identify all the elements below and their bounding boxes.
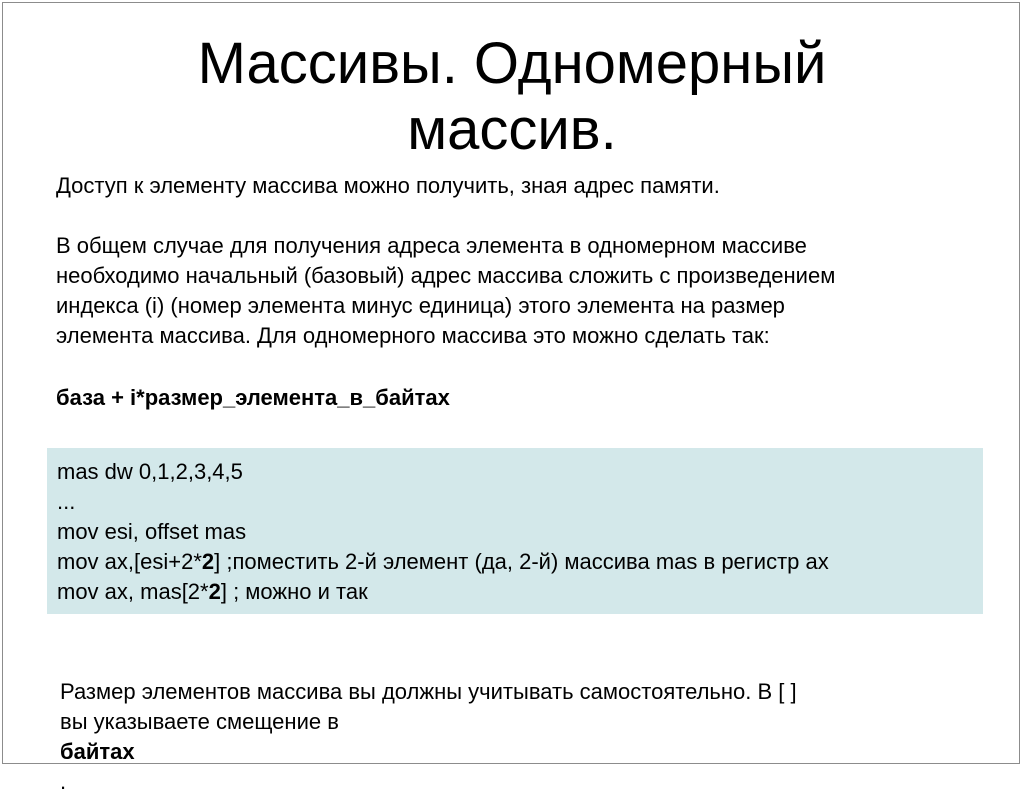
note-line-2-start: вы указываете смещение в — [60, 709, 339, 734]
code-line-1: mas dw 0,1,2,3,4,5 — [57, 459, 243, 484]
paragraph-address-calculation — [56, 231, 986, 351]
paragraph-line: В общем случае для получения адреса элемента в одномерном массиве — [56, 233, 807, 258]
address-formula: база + i*размер_элемента_в_байтах — [56, 385, 450, 410]
note-line-1: Размер элементов массива вы должны учитывать самостоятельно. В [ ] — [60, 679, 797, 704]
note-line-2-end: . — [60, 769, 67, 794]
code-line-4-start: mov ax,[esi+2* — [57, 549, 202, 574]
code-line-4-bold-index: 2 — [201, 549, 215, 574]
code-line-5-bold-index: 2 — [208, 579, 221, 604]
code-line-3: mov esi, offset mas — [57, 519, 247, 544]
slide-title-line-2: массив. — [407, 97, 617, 162]
code-line-2: ... — [57, 489, 76, 514]
slide — [2, 2, 1020, 794]
note-bold-bytes: байтах — [60, 739, 135, 764]
paragraph-line: необходимо начальный (базовый) адрес массива сложить с произведением — [56, 263, 836, 288]
code-line-4 — [57, 547, 983, 577]
code-line-4-end: ] ;поместить 2-й элемент (да, 2-й) массива mas в регистр ax — [214, 549, 829, 574]
paragraph-line: индекса (i) (номер элемента минус единица) этого элемента на размер — [56, 293, 785, 318]
paragraph-line: элемента массива. Для одномерного массива это можно сделать так: — [56, 323, 770, 348]
slide-title — [3, 31, 1021, 163]
slide-title-line-1: Массивы. Одномерный — [197, 31, 827, 96]
code-line-5 — [57, 577, 983, 607]
code-line-5-end: ] ; можно и так — [220, 579, 368, 604]
paragraph-memory-access: Доступ к элементу массива можно получить, зная адрес памяти. — [56, 173, 720, 198]
note-offset-in-bytes — [60, 677, 797, 797]
note-line-2 — [60, 707, 797, 797]
code-example-box — [47, 448, 983, 614]
code-line-5-start: mov ax, mas[2* — [57, 579, 209, 604]
